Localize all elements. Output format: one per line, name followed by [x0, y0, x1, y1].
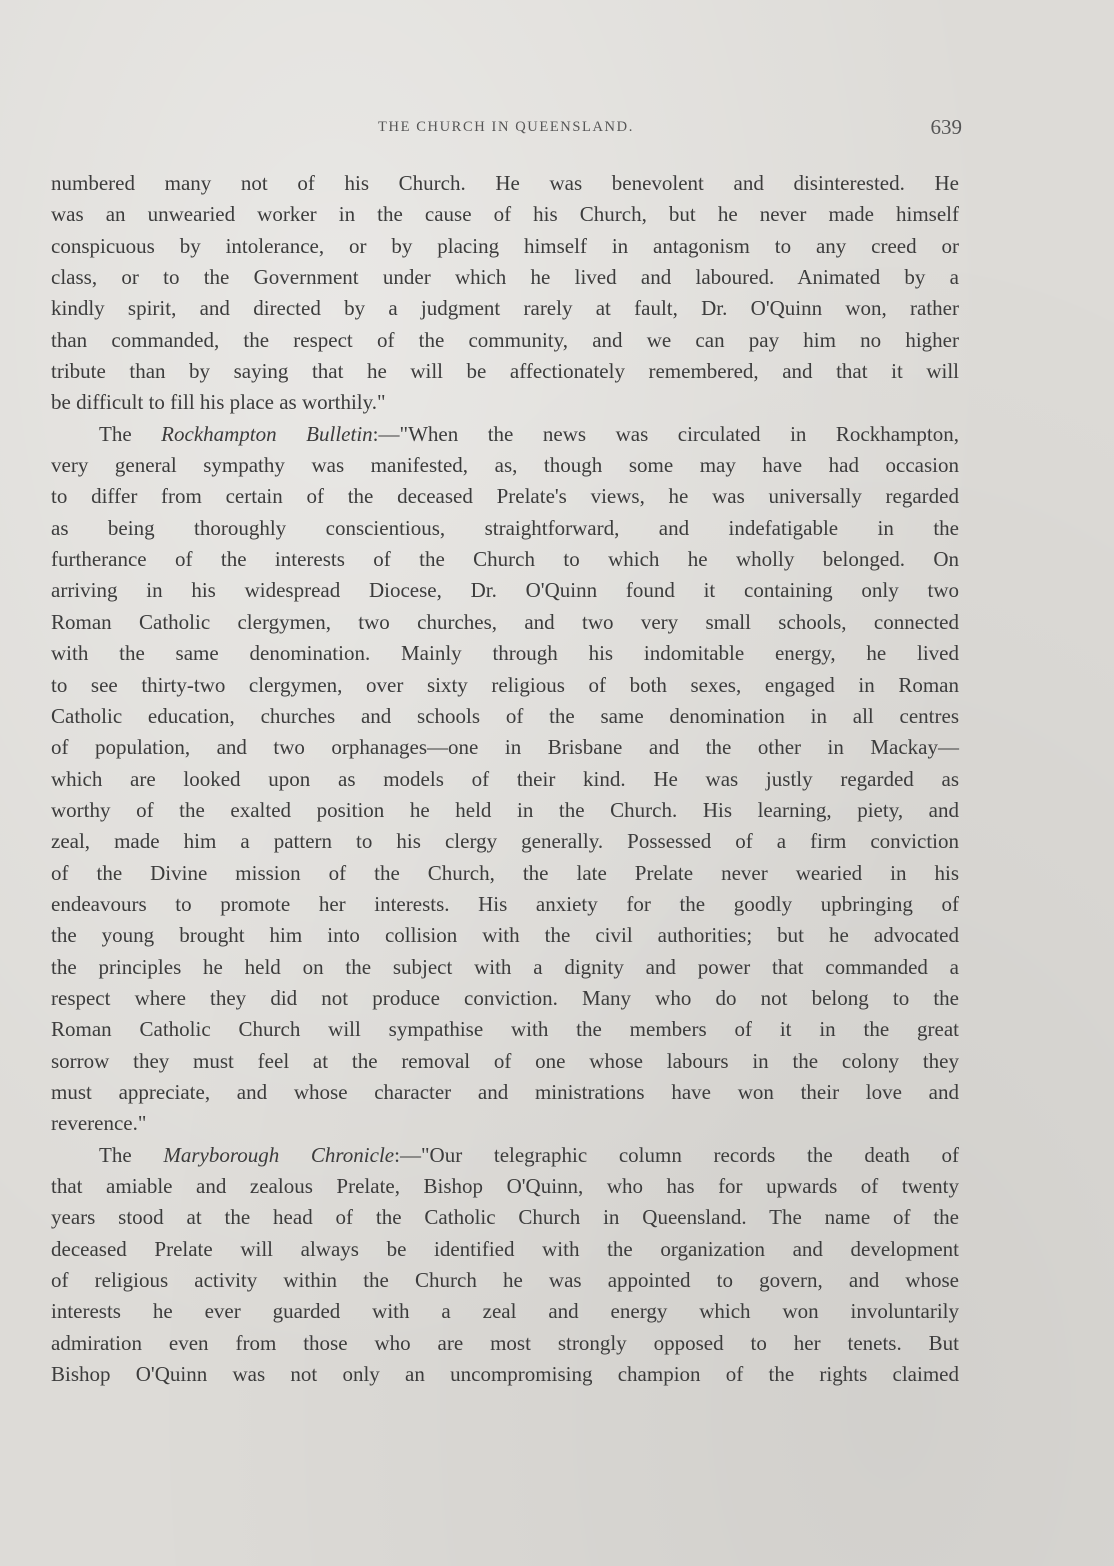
text-line: interests he ever guarded with a zeal and energy which won involuntarily: [51, 1299, 959, 1324]
page-number: 639: [930, 115, 962, 139]
newspaper-title: Rockhampton Bulletin: [161, 421, 373, 446]
text-line: very general sympathy was manifested, as, though some may have had occasion: [51, 453, 959, 478]
line-text: :—"When the news was circulated in Rockhampton,: [372, 421, 959, 446]
text-line: must appreciate, and whose character and ministrations have won their love and: [51, 1079, 959, 1104]
text-line: Catholic education, churches and schools of the same denomination in all centres: [51, 703, 959, 728]
text-line: conspicuous by intolerance, or by placing himself in antagonism to any creed or: [51, 233, 959, 258]
text-line: that amiable and zealous Prelate, Bishop O'Quinn, who has for upwards of twenty: [51, 1174, 959, 1198]
body-text: [51, 168, 959, 1390]
text-line: be difficult to fill his place as worthily.": [51, 390, 386, 415]
text-line: furtherance of the interests of the Church to which he wholly belonged. On: [51, 547, 959, 572]
running-title: THE CHURCH IN QUEENSLAND.: [378, 119, 634, 135]
text-line: endeavours to promote her interests. His anxiety for the goodly upbringing of: [51, 891, 959, 916]
line-prefix: The: [99, 1142, 164, 1167]
text-line: numbered many not of his Church. He was benevolent and disinterested. He: [51, 171, 959, 195]
text-line: to differ from certain of the deceased Prelate's views, he was universally regarded: [51, 484, 959, 509]
text-line: [51, 419, 959, 450]
text-line: years stood at the head of the Catholic Church in Queensland. The name of the: [51, 1205, 959, 1230]
text-line: Roman Catholic Church will sympathise with the members of it in the great: [51, 1017, 959, 1042]
running-head: [50, 117, 962, 143]
text-line: tribute than by saying that he will be affectionately remembered, and that it will: [51, 359, 959, 384]
text-line: admiration even from those who are most strongly opposed to her tenets. But: [51, 1330, 959, 1355]
text-line: was an unwearied worker in the cause of his Church, but he never made himself: [51, 202, 959, 227]
text-line: Roman Catholic clergymen, two churches, and two very small schools, connected: [51, 609, 959, 634]
text-line: the young brought him into collision with the civil authorities; but he advocated: [51, 923, 959, 948]
text-line: of population, and two orphanages—one in Brisbane and the other in Mackay—: [51, 735, 959, 760]
text-line: kindly spirit, and directed by a judgment rarely at fault, Dr. O'Quinn won, rather: [51, 296, 959, 321]
text-line: Bishop O'Quinn was not only an uncompromising champion of the rights claimed: [51, 1362, 959, 1387]
text-line: to see thirty-two clergymen, over sixty religious of both sexes, engaged in Roman: [51, 672, 959, 697]
line-prefix: The: [99, 421, 162, 446]
text-line: arriving in his widespread Diocese, Dr. O'Quinn found it containing only two: [51, 578, 959, 603]
text-line: of religious activity within the Church he was appointed to govern, and whose: [51, 1268, 959, 1293]
text-line: zeal, made him a pattern to his clergy generally. Possessed of a firm conviction: [51, 829, 959, 854]
text-line: worthy of the exalted position he held in the Church. His learning, piety, and: [51, 797, 959, 822]
text-line: which are looked upon as models of their kind. He was justly regarded as: [51, 766, 959, 791]
newspaper-title: Maryborough Chronicle: [163, 1142, 395, 1167]
text-line: class, or to the Government under which he lived and laboured. Animated by a: [51, 265, 959, 290]
text-line: respect where they did not produce conviction. Many who do not belong to the: [51, 985, 959, 1010]
text-line: deceased Prelate will always be identified with the organization and development: [51, 1236, 959, 1261]
line-text: :—"Our telegraphic column records the death of: [394, 1142, 959, 1167]
text-line: reverence.": [51, 1111, 147, 1136]
text-line: than commanded, the respect of the community, and we can pay him no higher: [51, 327, 959, 352]
text-line: the principles he held on the subject with a dignity and power that commanded a: [51, 954, 959, 979]
text-line: as being thoroughly conscientious, straightforward, and indefatigable in the: [51, 515, 959, 540]
text-line: sorrow they must feel at the removal of one whose labours in the colony they: [51, 1048, 959, 1073]
text-line: [51, 1140, 959, 1171]
text-line: with the same denomination. Mainly through his indomitable energy, he lived: [51, 641, 959, 666]
text-line: of the Divine mission of the Church, the late Prelate never wearied in his: [51, 860, 959, 885]
